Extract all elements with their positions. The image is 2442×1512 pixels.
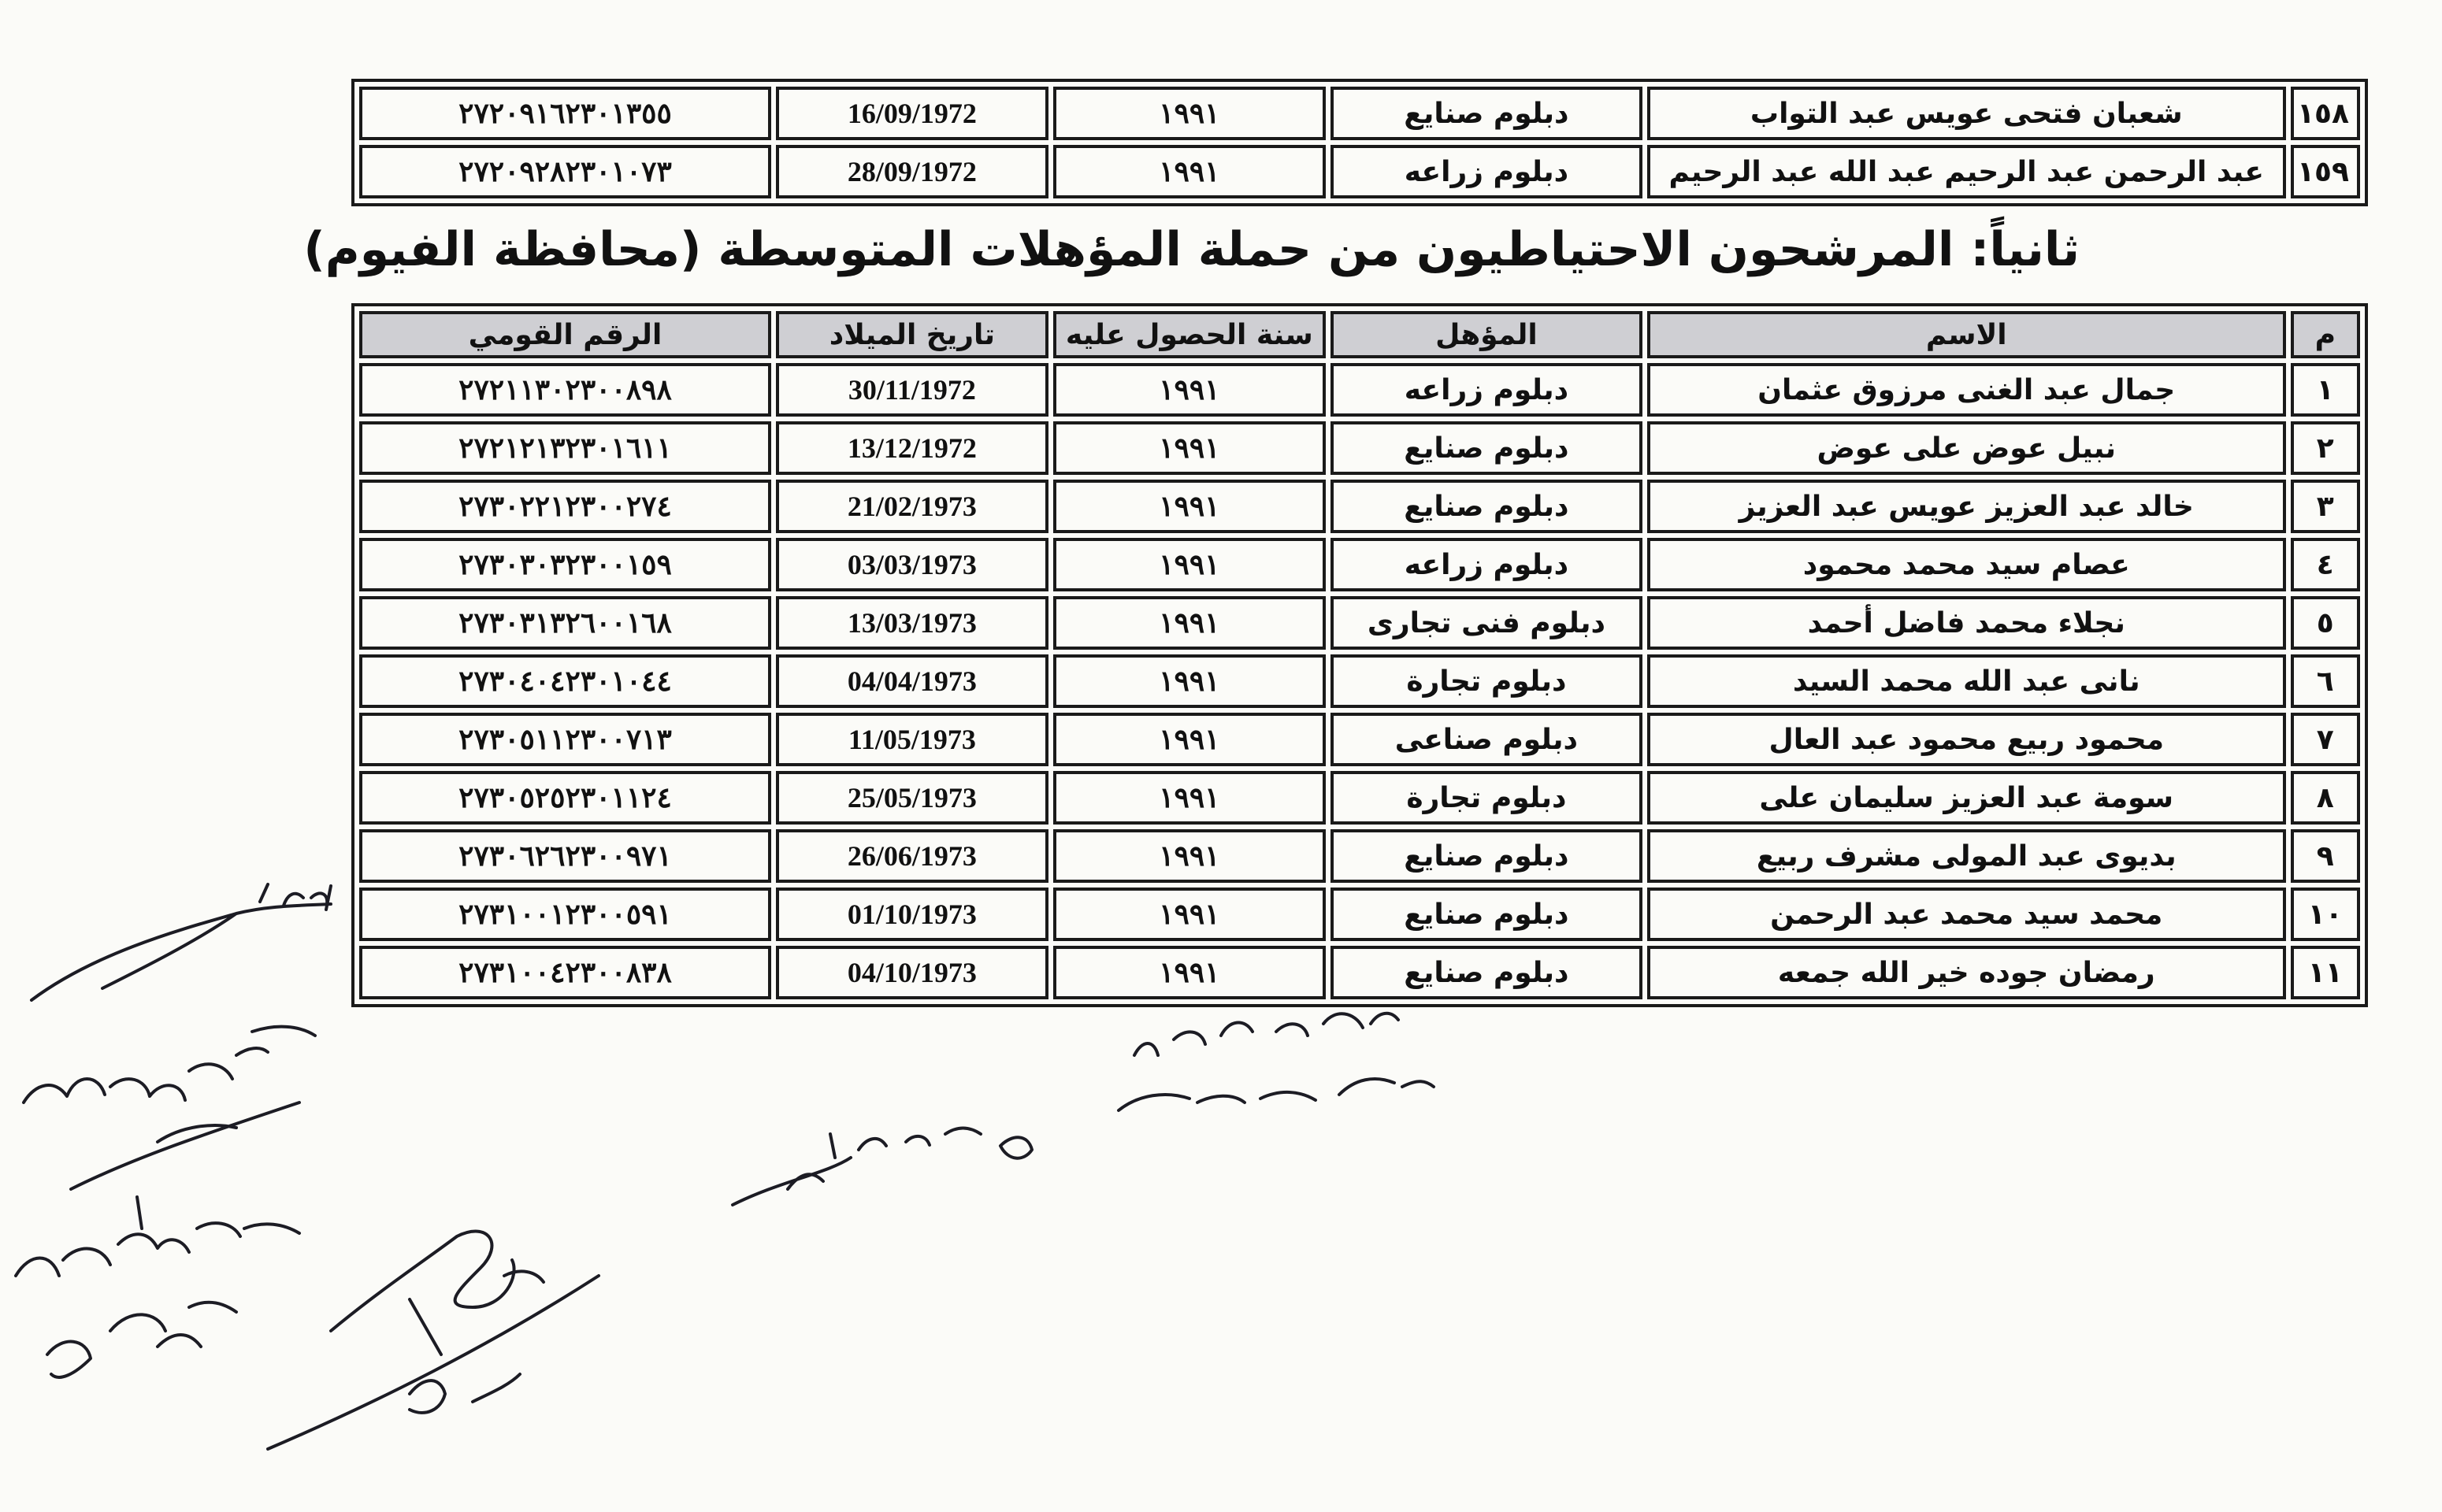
column-header-qualification: المؤهل: [1330, 311, 1642, 358]
row-year: ١٩٩١: [1053, 538, 1326, 591]
handwritten-signature-7: [733, 1128, 1032, 1206]
row-name: عصام سيد محمد محمود: [1647, 538, 2286, 591]
row-qualification: دبلوم صنايع: [1330, 480, 1642, 533]
row-index: ١٠: [2291, 888, 2360, 941]
row-index: ٣: [2291, 480, 2360, 533]
row-dob: 03/03/1973: [776, 538, 1048, 591]
row-name: سومة عبد العزيز سليمان على: [1647, 771, 2286, 825]
row-year: ١٩٩١: [1053, 946, 1326, 999]
row-index: ١٥٨: [2291, 87, 2360, 140]
row-qualification: دبلوم فنى تجارى: [1330, 596, 1642, 650]
row-qualification: دبلوم صنايع: [1330, 829, 1642, 883]
row-dob: 21/02/1973: [776, 480, 1048, 533]
row-index: ٧: [2291, 713, 2360, 766]
handwritten-signature-3: [16, 1197, 299, 1276]
row-year: ١٩٩١: [1053, 771, 1326, 825]
row-index: ٩: [2291, 829, 2360, 883]
row-national-id: ٢٧٣١٠٠٤٢٣٠٠٨٣٨: [359, 946, 771, 999]
row-dob: 11/05/1973: [776, 713, 1048, 766]
handwritten-signature-5: [331, 1232, 544, 1354]
row-name: نانى عبد الله محمد السيد: [1647, 654, 2286, 708]
row-index: ١١: [2291, 946, 2360, 999]
row-national-id: ٢٧٣٠٣٠٣٢٣٠٠١٥٩: [359, 538, 771, 591]
row-name: نجلاء محمد فاضل أحمد: [1647, 596, 2286, 650]
row-dob: 26/06/1973: [776, 829, 1048, 883]
handwritten-signature-6: [268, 1276, 599, 1449]
handwritten-signature-8: [1119, 1014, 1434, 1110]
row-year: ١٩٩١: [1053, 421, 1326, 475]
row-national-id: ٢٧٣٠٥١١٢٣٠٠٧١٣: [359, 713, 771, 766]
row-index: ٨: [2291, 771, 2360, 825]
row-national-id: ٢٧٢٠٩١٦٢٣٠١٣٥٥: [359, 87, 771, 140]
row-qualification: دبلوم صنايع: [1330, 87, 1642, 140]
row-dob: 30/11/1972: [776, 363, 1048, 417]
row-dob: 01/10/1973: [776, 888, 1048, 941]
row-name: محمد سيد محمد عبد الرحمن: [1647, 888, 2286, 941]
row-national-id: ٢٧٢١١٣٠٢٣٠٠٨٩٨: [359, 363, 771, 417]
row-index: ١٥٩: [2291, 145, 2360, 198]
row-name: شعبان فتحى عويس عبد التواب: [1647, 87, 2286, 140]
row-national-id: ٢٧٣٠٣١٣٢٦٠٠١٦٨: [359, 596, 771, 650]
row-national-id: ٢٧٣٠٥٢٥٢٣٠١١٢٤: [359, 771, 771, 825]
row-index: ١: [2291, 363, 2360, 417]
row-index: ٤: [2291, 538, 2360, 591]
row-year: ١٩٩١: [1053, 363, 1326, 417]
row-dob: 25/05/1973: [776, 771, 1048, 825]
row-qualification: دبلوم صناعى: [1330, 713, 1642, 766]
handwritten-signature-4: [47, 1303, 236, 1377]
row-national-id: ٢٧٣٠٢٢١٢٣٠٠٢٧٤: [359, 480, 771, 533]
row-dob: 16/09/1972: [776, 87, 1048, 140]
row-name: بديوى عبد المولى مشرف ربيع: [1647, 829, 2286, 883]
row-index: ٢: [2291, 421, 2360, 475]
column-header-year: سنة الحصول عليه: [1053, 311, 1326, 358]
handwritten-signature-2: [24, 1027, 315, 1189]
row-qualification: دبلوم تجارة: [1330, 654, 1642, 708]
row-year: ١٩٩١: [1053, 829, 1326, 883]
row-dob: 28/09/1972: [776, 145, 1048, 198]
row-name: جمال عبد الغنى مرزوق عثمان: [1647, 363, 2286, 417]
row-dob: 04/04/1973: [776, 654, 1048, 708]
row-year: ١٩٩١: [1053, 480, 1326, 533]
row-national-id: ٢٧٣٠٤٠٤٢٣٠١٠٤٤: [359, 654, 771, 708]
row-qualification: دبلوم زراعه: [1330, 363, 1642, 417]
row-year: ١٩٩١: [1053, 888, 1326, 941]
column-header-dob: تاريخ الميلاد: [776, 311, 1048, 358]
row-national-id: ٢٧٣١٠٠١٢٣٠٠٥٩١: [359, 888, 771, 941]
row-national-id: ٢٧٣٠٦٢٦٢٣٠٠٩٧١: [359, 829, 771, 883]
row-year: ١٩٩١: [1053, 87, 1326, 140]
row-year: ١٩٩١: [1053, 596, 1326, 650]
row-national-id: ٢٧٢٠٩٢٨٢٣٠١٠٧٣: [359, 145, 771, 198]
row-year: ١٩٩١: [1053, 713, 1326, 766]
column-header-national-id: الرقم القومي: [359, 311, 771, 358]
row-name: خالد عبد العزيز عويس عبد العزيز: [1647, 480, 2286, 533]
row-dob: 13/03/1973: [776, 596, 1048, 650]
row-name: رمضان جوده خير الله جمعه: [1647, 946, 2286, 999]
row-national-id: ٢٧٢١٢١٣٢٣٠١٦١١: [359, 421, 771, 475]
row-qualification: دبلوم زراعه: [1330, 145, 1642, 198]
column-header-name: الاسم: [1647, 311, 2286, 358]
row-name: عبد الرحمن عبد الرحيم عبد الله عبد الرحيم: [1647, 145, 2286, 198]
row-year: ١٩٩١: [1053, 145, 1326, 198]
row-year: ١٩٩١: [1053, 654, 1326, 708]
column-header-index: م: [2291, 311, 2360, 358]
row-dob: 13/12/1972: [776, 421, 1048, 475]
handwritten-signature-1: [32, 884, 331, 1000]
row-qualification: دبلوم زراعه: [1330, 538, 1642, 591]
row-index: ٦: [2291, 654, 2360, 708]
row-name: نبيل عوض على عوض: [1647, 421, 2286, 475]
row-dob: 04/10/1973: [776, 946, 1048, 999]
row-qualification: دبلوم صنايع: [1330, 888, 1642, 941]
row-qualification: دبلوم صنايع: [1330, 946, 1642, 999]
row-name: محمود ربيع محمود عبد العال: [1647, 713, 2286, 766]
section-title: ثانياً: المرشحون الاحتياطيون من حملة المؤهلات المتوسطة (محافظة الفيوم): [303, 222, 2080, 277]
row-qualification: دبلوم تجارة: [1330, 771, 1642, 825]
row-index: ٥: [2291, 596, 2360, 650]
row-qualification: دبلوم صنايع: [1330, 421, 1642, 475]
